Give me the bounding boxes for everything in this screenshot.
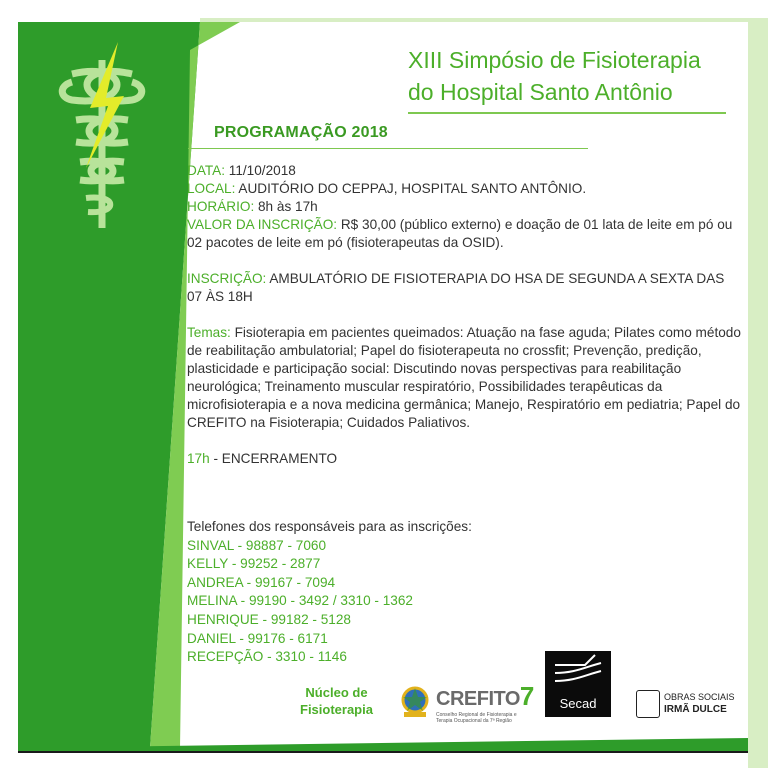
temas-label: Temas: (187, 325, 231, 340)
data-label: DATA: (187, 163, 226, 178)
contact-item: DANIEL - 99176 - 6171 (187, 630, 328, 646)
local-value: AUDITÓRIO DO CEPPAJ, HOSPITAL SANTO ANTÔNIO. (238, 181, 587, 196)
local-label: LOCAL: (187, 181, 236, 196)
encerramento-time: 17h (187, 451, 210, 466)
contact-item: HENRIQUE - 99182 - 5128 (187, 611, 351, 627)
data-row (187, 162, 742, 180)
section-title: PROGRAMAÇÃO 2018 (214, 124, 388, 141)
valor-label: VALOR DA INSCRIÇÃO: (187, 217, 338, 232)
event-title (408, 44, 701, 108)
contact-item: KELLY - 99252 - 2877 (187, 556, 321, 572)
horario-row (187, 198, 742, 216)
contact-item: RECEPÇÃO - 3310 - 1146 (187, 649, 347, 665)
contacts-block (187, 518, 472, 667)
osid-line-1: OBRAS SOCIAIS (664, 692, 735, 702)
contact-item: MELINA - 99190 - 3492 / 3310 - 1362 (187, 593, 413, 609)
inscricao-label: INSCRIÇÃO: (187, 271, 267, 286)
title-line-2: do Hospital Santo Antônio (408, 79, 673, 105)
title-line-1: XIII Simpósio de Fisioterapia (408, 47, 701, 73)
valor-value: R$ 30,00 (público externo) e doação de 01 lata de leite em pó ou 02 pacotes de leite em pó (fisioterapeutas da OSID). (187, 217, 733, 250)
local-row (187, 180, 742, 198)
valor-row (187, 216, 742, 252)
encerramento-row (187, 450, 742, 468)
data-value: 11/10/2018 (228, 163, 296, 178)
horario-value: 8h às 17h (258, 199, 318, 214)
nucleo-line-2: Fisioterapia (300, 702, 373, 717)
osid-line-2: IRMÃ DULCE (664, 704, 727, 715)
inscricao-row (187, 270, 742, 306)
crefito-logo (436, 681, 534, 724)
irma-dulce-portrait-icon (636, 690, 660, 718)
right-light-band (748, 30, 768, 768)
temas-row (187, 324, 742, 432)
secad-logo (545, 651, 611, 717)
nucleo-fisioterapia-logo (300, 684, 373, 718)
contact-item: SINVAL - 98887 - 7060 (187, 537, 327, 553)
program-details (187, 162, 742, 468)
title-divider (408, 112, 726, 114)
encerramento-text: - ENCERRAMENTO (213, 451, 338, 466)
crefito-subtitle: Conselho Regional de Fisioterapia e Terapia Ocupacional da 7ª Região (436, 712, 517, 724)
inscricao-value: AMBULATÓRIO DE FISIOTERAPIA DO HSA DE SEGUNDA A SEXTA DAS 07 ÀS 18H (187, 271, 725, 304)
secad-wave-icon (545, 651, 611, 691)
nucleo-line-1: Núcleo de (305, 685, 368, 700)
section-divider (188, 148, 588, 149)
crefito-number: 7 (519, 681, 534, 711)
horario-label: HORÁRIO: (187, 199, 255, 214)
temas-value: Fisioterapia em pacientes queimados: Atuação na fase aguda; Pilates como método de reabilitação ambulatorial; Papel do fisioterapeuta no crossfit; Prevenção, predição, plasticidade e participação social: Discutindo novas perspectivas para reabilitação neurológica; Treinamento muscular respiratório, Possibilidades terapêuticas da microfisioterapia e a nova medicina germânica; Manejo, Respiratório em pediatria; Papel do CREFITO na Fisioterapia; Cuidados Paliativos. (187, 325, 741, 430)
crefito-name: CREFITO (436, 688, 520, 710)
coat-of-arms-icon (398, 684, 432, 720)
secad-label: Secad (559, 696, 597, 711)
contact-item: ANDREA - 99167 - 7094 (187, 574, 336, 590)
contacts-heading: Telefones dos responsáveis para as inscrições: (187, 519, 472, 534)
